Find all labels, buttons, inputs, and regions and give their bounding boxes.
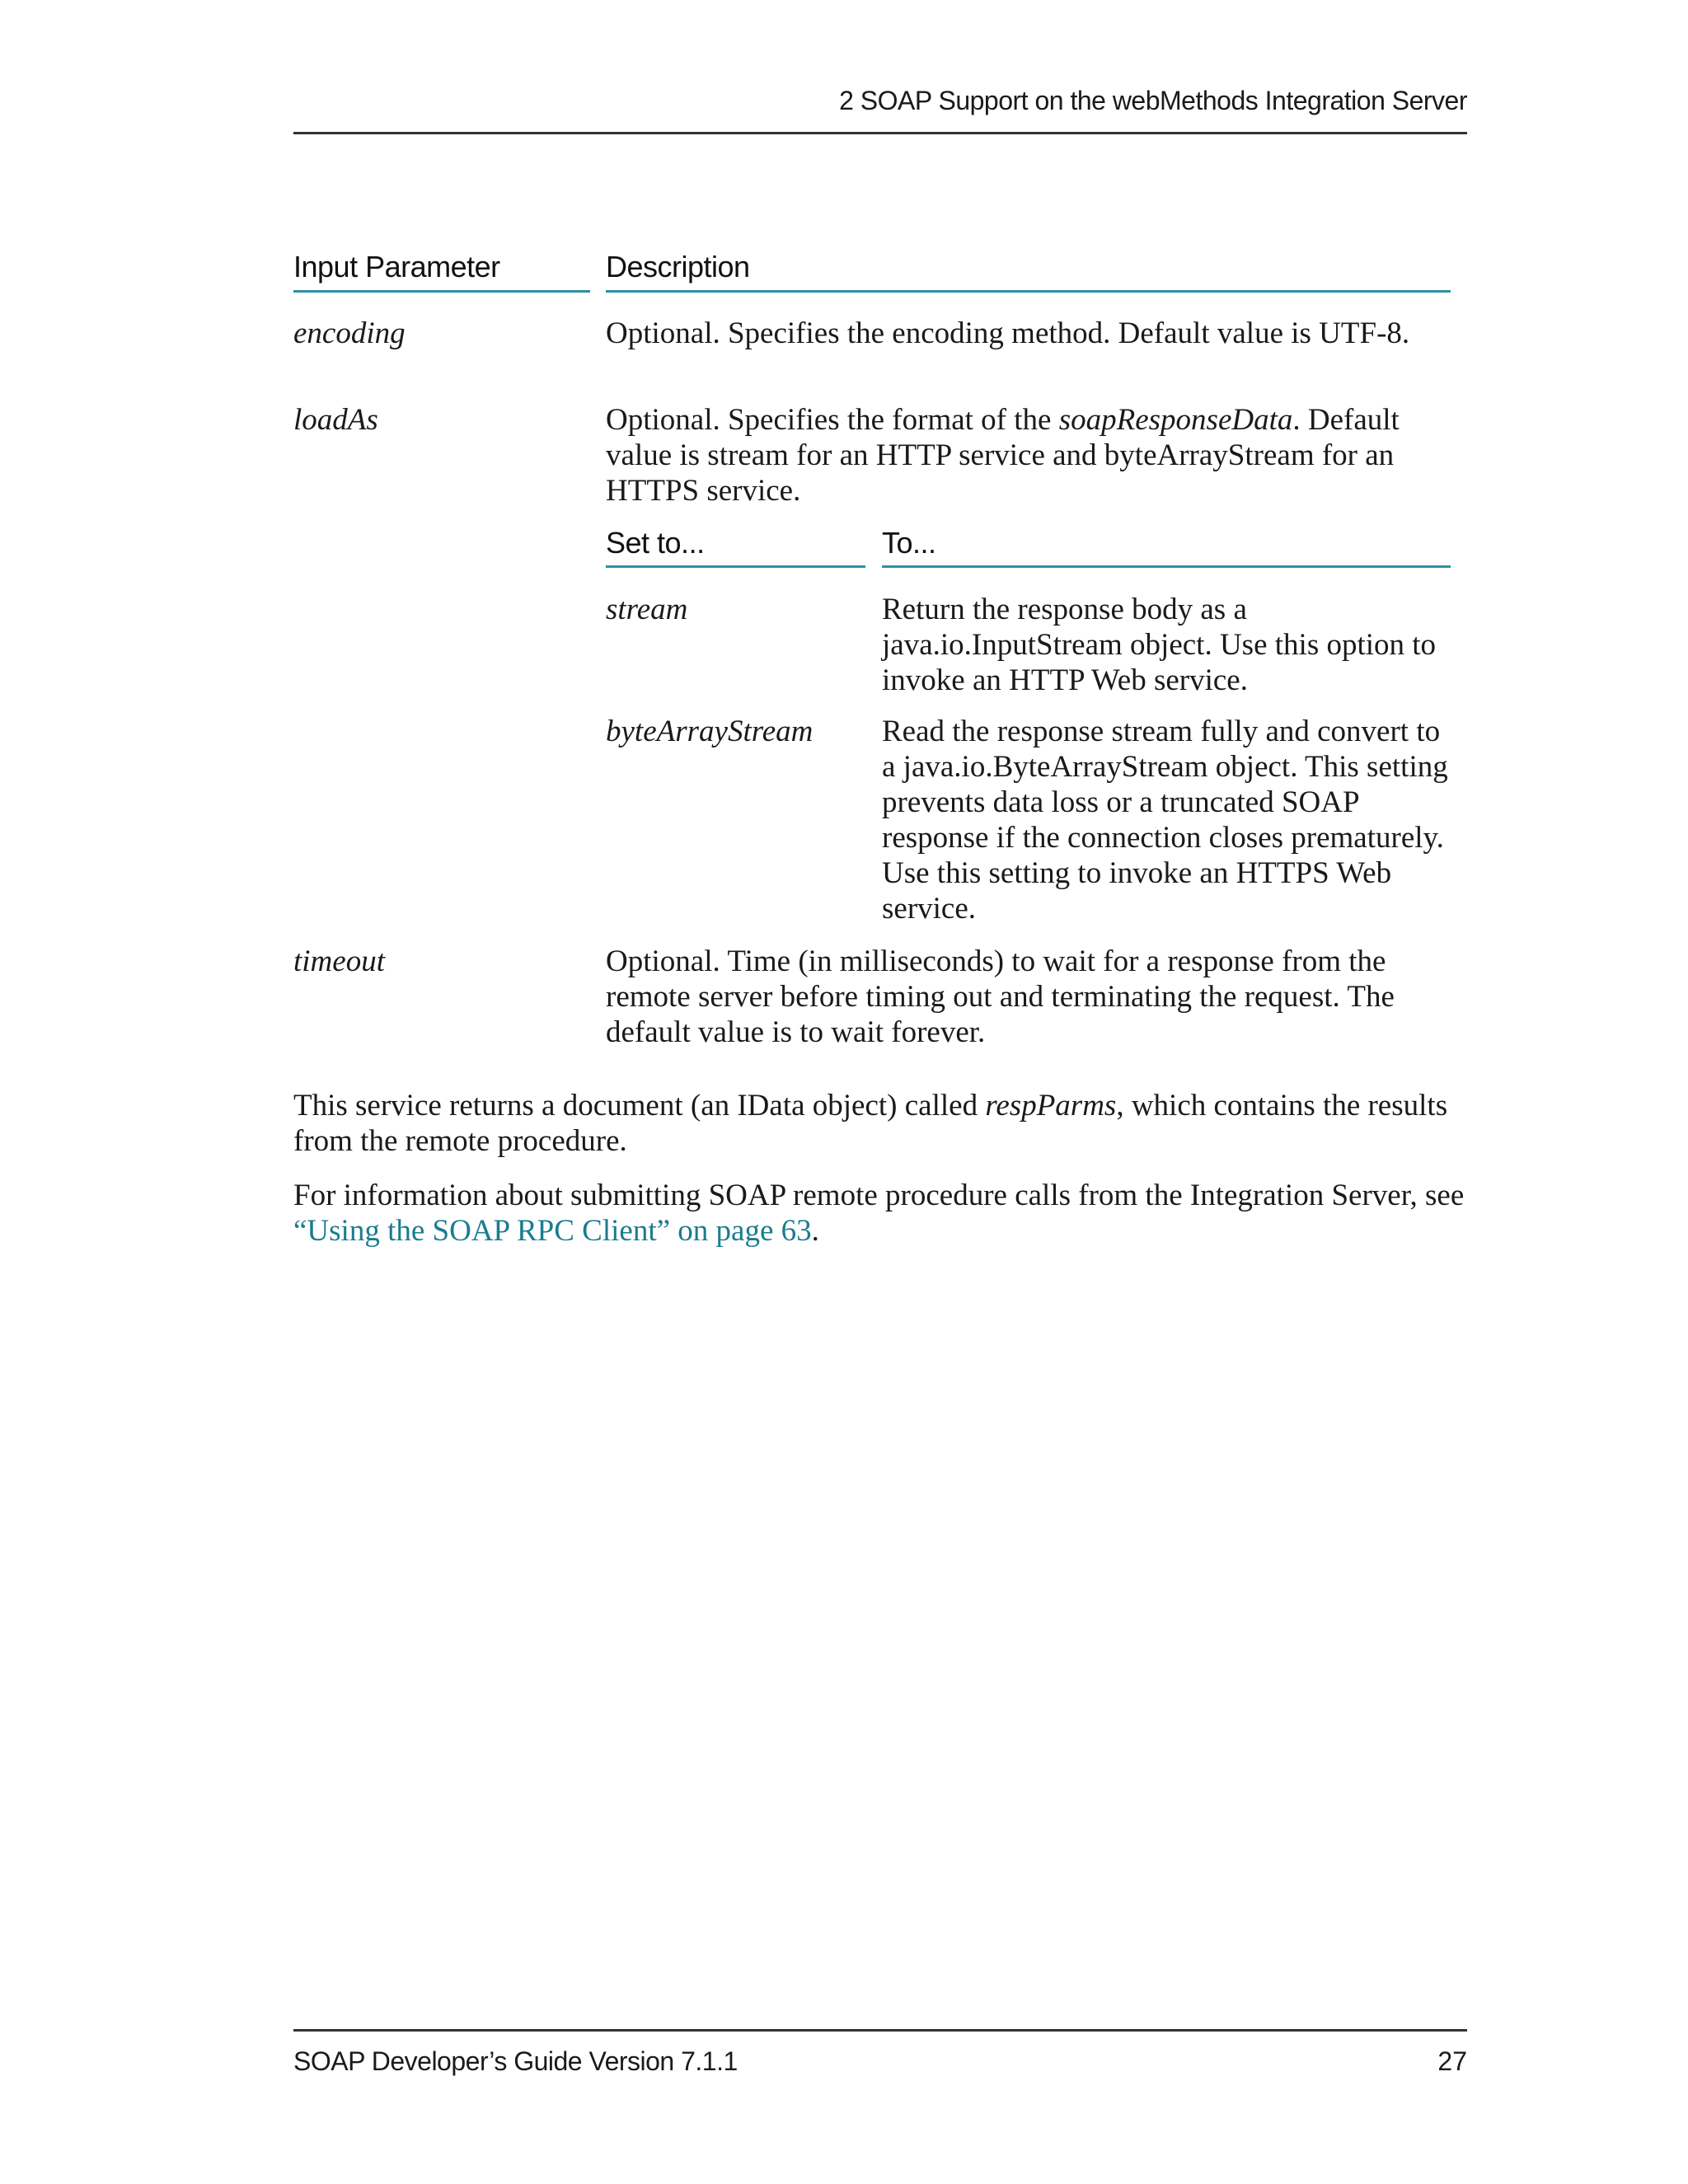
param-encoding: encoding	[293, 316, 406, 350]
subth-set-to: Set to...	[606, 526, 705, 560]
subth-to: To...	[882, 526, 936, 560]
param-encoding-desc: Optional. Specifies the encoding method. Default value is UTF-8.	[606, 316, 1410, 350]
page-footer	[293, 2029, 1467, 2081]
guide-title: SOAP Developer’s Guide Version 7.1.1	[293, 2046, 738, 2076]
th-param-rule	[293, 290, 590, 293]
return-para-pre: This service returns a document (an IData object) called	[293, 1089, 986, 1122]
return-para-italic: respParms	[985, 1089, 1117, 1122]
option-bytearraystream-desc: Read the response stream fully and convert to a java.io.ByteArrayStream object. This setting prevents data loss or a truncated SOAP response if the connection closes prematurely. Use this setting to invoke an HTTPS Web service.	[882, 715, 1448, 926]
th-description: Description	[606, 250, 750, 284]
page-number: 27	[1437, 2046, 1467, 2076]
param-timeout: timeout	[293, 944, 385, 978]
subth-set-to-rule	[606, 565, 865, 568]
param-loadas-desc	[606, 402, 1455, 509]
page-header	[293, 82, 1467, 134]
th-description-rule	[606, 290, 1451, 293]
info-paragraph	[293, 1178, 1472, 1249]
chapter-title: 2 SOAP Support on the webMethods Integration Server	[839, 86, 1467, 115]
param-timeout-desc: Optional. Time (in milliseconds) to wait for a response from the remote server before timing out and terminating the request. The default value is to wait forever.	[606, 944, 1395, 1049]
th-input-parameter: Input Parameter	[293, 250, 500, 284]
loadas-desc-italic: soapResponseData	[1058, 403, 1293, 437]
option-stream-desc: Return the response body as a java.io.InputStream object. Use this option to invoke an HTTP Web service.	[882, 593, 1437, 697]
return-para-post: , which contains the results from the remote procedure.	[293, 1089, 1448, 1158]
info-para-pre: For information about submitting SOAP remote procedure calls from the Integration Server, see	[293, 1179, 1465, 1212]
subth-to-rule	[882, 565, 1451, 568]
info-para-post: .	[811, 1214, 819, 1248]
return-paragraph	[293, 1088, 1472, 1159]
option-bytearraystream: byteArrayStream	[606, 715, 814, 748]
rpc-client-link[interactable]: “Using the SOAP RPC Client” on page 63	[293, 1214, 812, 1248]
option-stream: stream	[606, 593, 688, 626]
param-loadas: loadAs	[293, 403, 378, 437]
loadas-desc-pre: Optional. Specifies the format of the	[606, 403, 1059, 437]
loadas-desc-post: . Default value is stream for an HTTP service and byteArrayStream for an HTTPS service.	[606, 403, 1400, 508]
